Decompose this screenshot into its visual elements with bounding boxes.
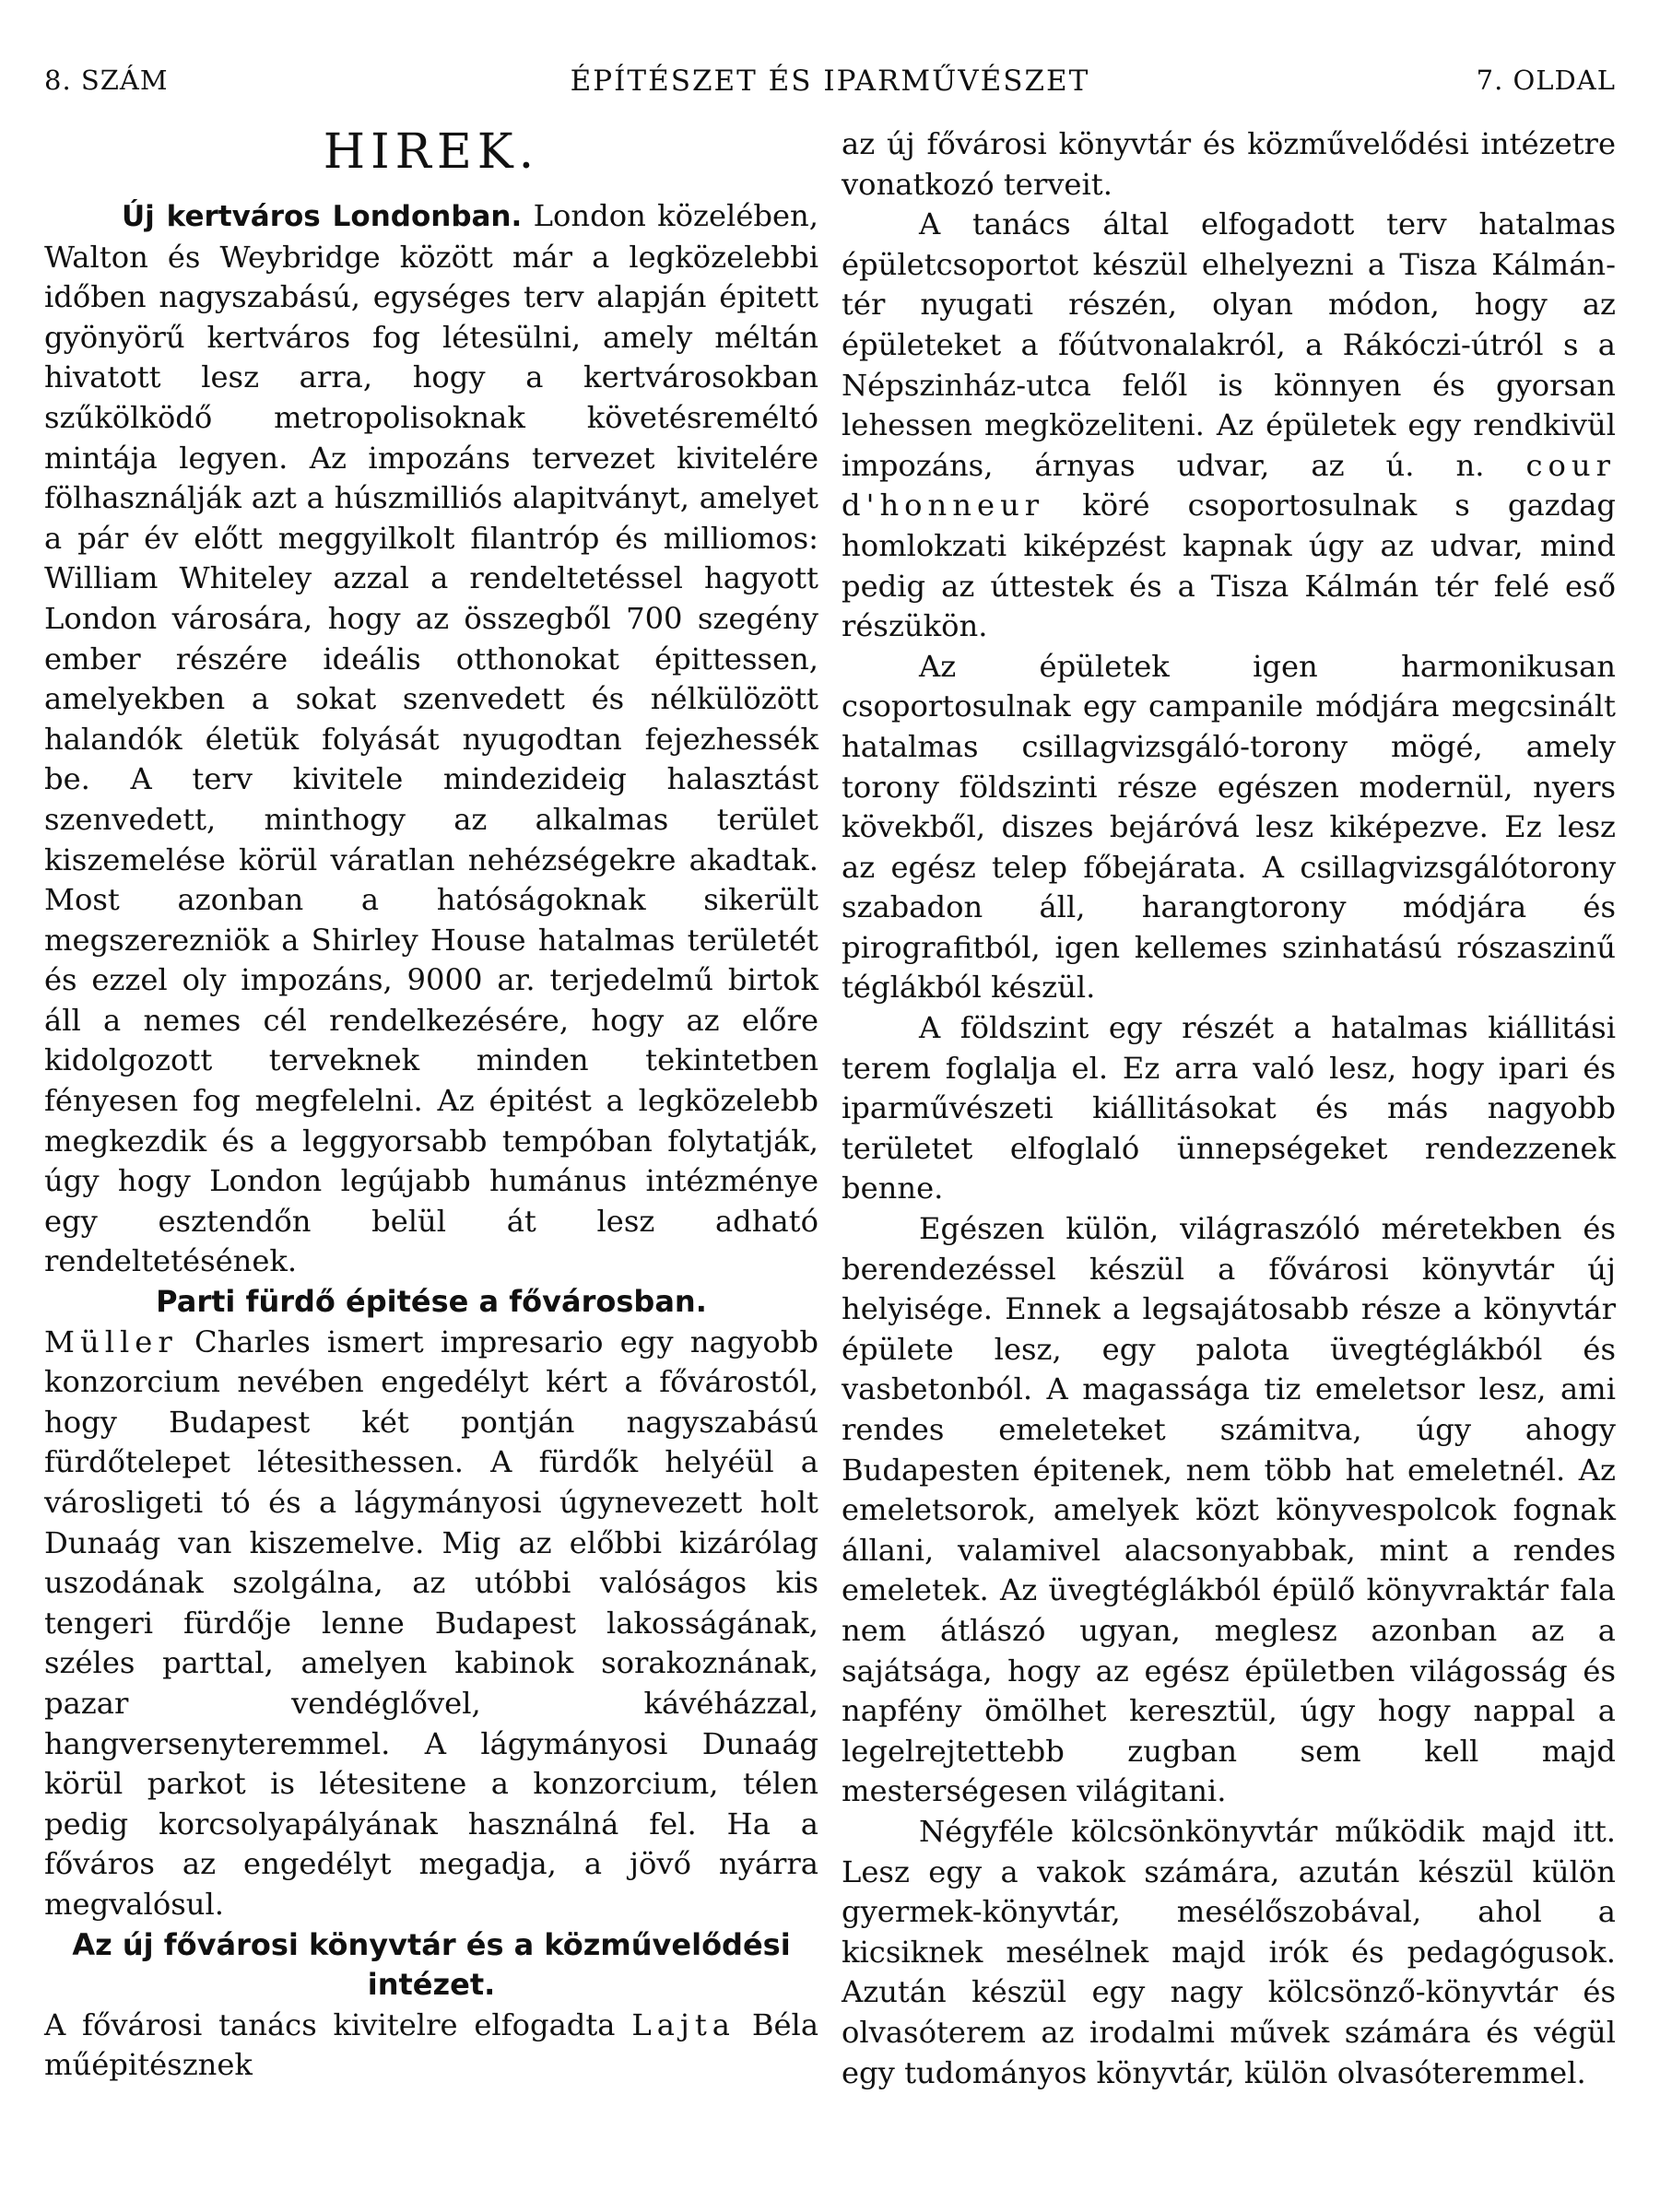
article-body: Béla műépitésznek [44, 2006, 819, 2083]
journal-title: ÉPÍTÉSZET ÉS IPARMŰVÉSZET [570, 65, 1090, 98]
paragraph: A földszint egy részét a hatalmas kiállitási terem foglalja el. Ez arra való lesz, hogy ipari és iparművészeti kiállitásokat és más nagyobb területet elfoglaló ünnepségeket rendezzenek benne. [842, 1010, 1616, 1206]
article-body: A fővárosi tanács kivitelre elfogadta [44, 2006, 616, 2042]
article-body: Charles ismert impresario egy nagyobb konzorcium nevében engedélyt kért a fővárostól, hogy Budapest két pontján nagyszabású fürdőtelepet létesithessen. A fürdők helyéül a városligeti tó és a lágymányosi úgynevezett holt Dunaág van kiszemelve. Mig az előbbi kizárólag uszodának szolgálna, az utóbbi valóságos kis tengeri fürdője lenne Budapest lakosságának, széles parttal, amelyen kabinok sorakoznának, pazar vendéglővel, kávéházzal, hangversenyteremmel. A lágymányosi Dunaág körül parkot is létesitene a konzorcium, télen pedig korcsolyapályának használná fel. Ha a főváros az engedélyt megadja, a jövő nyárra megvalósul. [44, 1324, 819, 1922]
article-konyvtar [44, 1925, 818, 2086]
article-furdo [44, 1282, 818, 1925]
paragraph-text: köré csoportosulnak s gazdag homlokzati kiképzést kapnak úgy az udvar, mind pedig az úttestek és a Tisza Kálmán tér felé eső részükön. [842, 488, 1616, 644]
left-column [44, 124, 818, 2093]
paragraph-text: A tanács által elfogadott terv hatalmas épületcsoportot készül elhelyezni a Tisza Kálmán-tér nyugati részén, olyan módon, hogy az épületeket a főútvonalakról, a Rákóczi-útról s a Népszinház-utca felől is könnyen és gyorsan lehessen megközeliteni. Az épületek egy rendkivül impozáns, árnyas udvar, az ú. n. [842, 206, 1616, 483]
term-cour-dhonneur: cour d'honneur [842, 447, 1616, 524]
text-columns [44, 124, 1616, 2093]
article-title: Parti fürdő épitése a fővárosban. [156, 1284, 707, 1320]
page-number: 7. OLDAL [1476, 65, 1616, 96]
paragraph [842, 205, 1616, 647]
paragraph: Négyféle kölcsönkönyvtár működik majd itt. Lesz egy a vakok számára, azután készül külön gyermek-könyvtár, mesélőszobával, ahol a kicsiknek mesélnek majd irók és pedagógusok. Azután készül egy nagy kölcsönző-könyvtár és olvasóterem az irodalmi művek számára és végül egy tudományos könyvtár, külön olvasóteremmel. [842, 1813, 1616, 2090]
article-kertvaros [44, 196, 818, 1282]
person-name: Müller [44, 1324, 178, 1359]
right-column [842, 124, 1616, 2093]
issue-number: 8. SZÁM [44, 65, 169, 96]
paragraph: az új fővárosi könyvtár és közművelődési intézetre vonatkozó terveit. [842, 126, 1616, 202]
person-name: Lajta [631, 2006, 736, 2042]
article-body: London közelében, Walton és Weybridge között már a legközelebbi időben nagyszabású, egységes terv alapján épitett gyönyörű kertváros fog létesülni, amely méltán hivatott lesz arra, hogy a kertvárosokban szűkölködő metropolisoknak követésreméltó mintája legyen. Az impozáns tervezet kivitelére fölhasználják azt a húszmilliós alapitványt, amelyet a pár év előtt meggyilkolt filantróp és milliomos: William Whiteley azzal a rendeltetéssel hagyott London városára, hogy az összegből 700 szegény ember részére ideális otthonokat épittessen, amelyekben a sokat szenvedett és nélkülözött halandók életük folyását nyugodtan fejezhessék be. A terv kivitele mindezideig halasztást szenvedett, minthogy az alkalmas terület kiszemelése körül váratlan nehézségekre akadtak. Most azonban a hatóságoknak sikerült megszerezniök a Shirley House hatalmas területét és ezzel oly impozáns, 9000 ar. terjedelmű birtok áll a nemes cél rendelkezésére, hogy az előre kidolgozott terveknek minden tekintetben fényesen fog megfelelni. Az épitést a legközelebb megkezdik és a leggyorsabb tempóban folytatják, úgy hogy London legújabb humánus intézménye egy esztendőn belül át lesz adható rendeltetésének. [44, 198, 818, 1279]
article-title: Az új fővárosi könyvtár és a közművelődési intézet. [72, 1926, 791, 2003]
article-title: Új kertváros Londonban. [122, 200, 523, 233]
section-title: HIREK. [323, 124, 540, 180]
page-header [44, 37, 1616, 124]
paragraph: Egészen külön, világraszóló méretekben és berendezéssel készül a fővárosi könyvtár új helyisége. Ennek a legsajátosabb része a könyvtár épülete lesz, egy palota üvegtéglákból és vasbetonból. A magassága tiz emeletsor lesz, ami rendes emeleteket számitva, úgy ahogy Budapesten épitenek, nem több hat emeletnél. Az emeletsorok, amelyek közt könyvespolcok fognak állani, valamivel alacsonyabbak, mint a rendes emeletek. Az üvegtéglákból épülő könyvraktár fala nem átlászó ugyan, meglesz azonban az a sajátsága, hogy az egész épületben világosság és napfény ömölhet keresztül, úgy hogy nappal a legelrejtettebb zugban sem kell majd mesterségesen világitani. [842, 1211, 1616, 1809]
paragraph: Az épületek igen harmonikusan csoportosulnak egy campanile módjára megcsinált hatalmas csillagvizsgáló-torony mögé, amely torony földszinti része egészen modernül, nyers kövekből, diszes bejáróvá lesz kiképezve. Ez lesz az egész telep főbejárata. A csillagvizsgálótorony szabadon áll, harangtorony módjára és pirografitból, igen kellemes szinhatású rószaszinű téglákból készül. [842, 648, 1616, 1006]
